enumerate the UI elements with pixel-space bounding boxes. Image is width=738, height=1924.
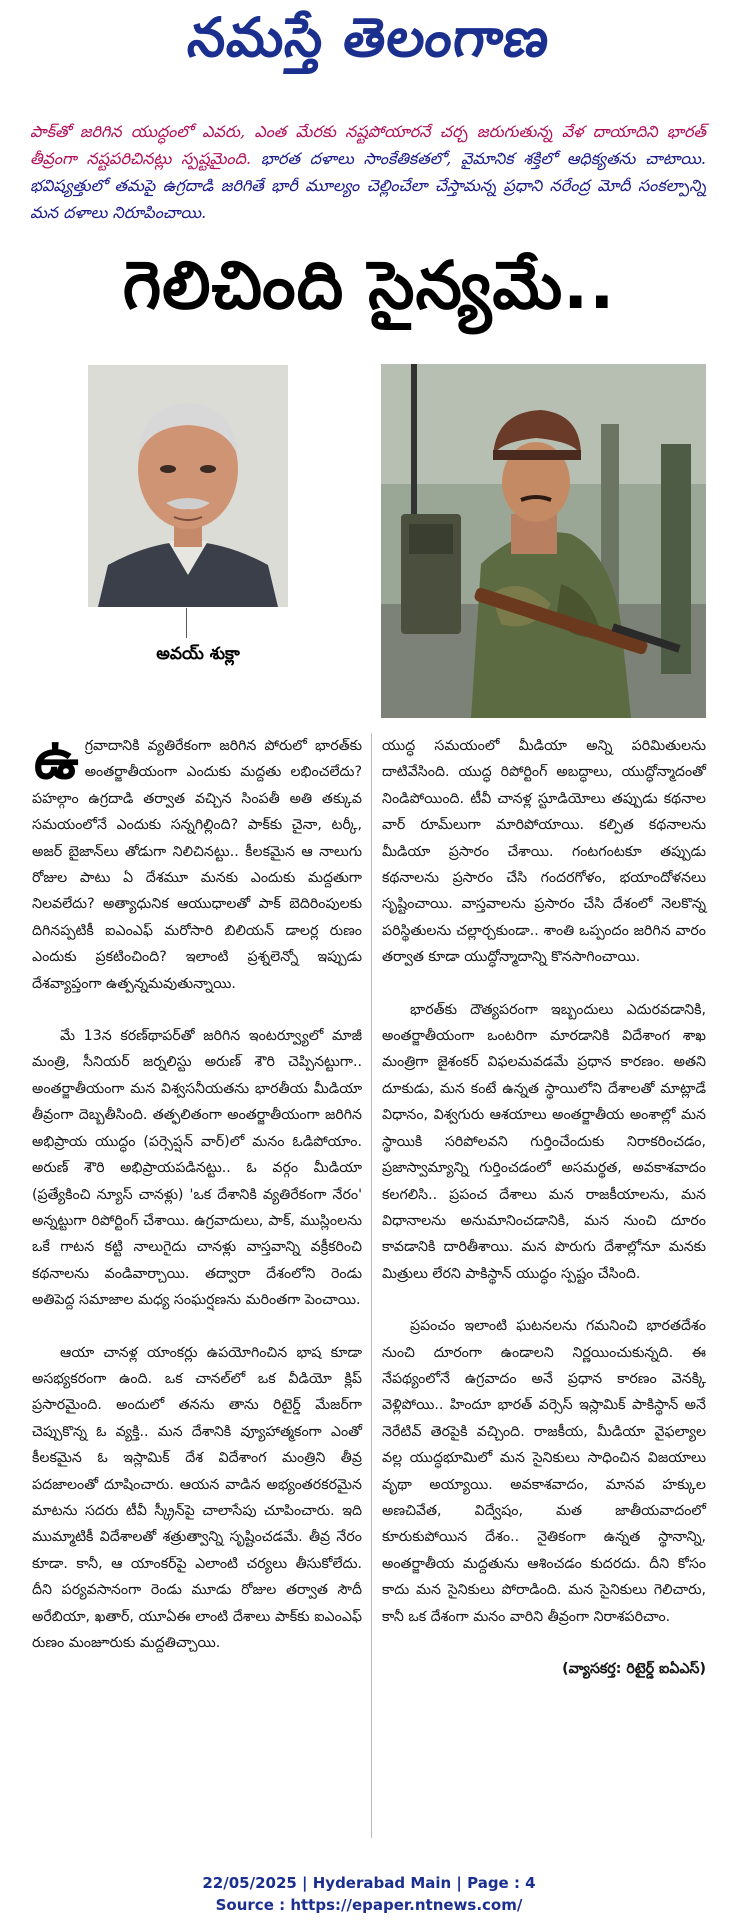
intro-lead: పాక్‌తో జరిగిన యుద్ధంలో ఎవరు, ఎంత మేరకు నష్టపోయారనే చర్చ జరుగుతున్న వేళ దాయాదిని భారత్ తీవ్రంగా నష్టపరిచినట్లు స్పష్టమైంది. [30,122,706,168]
article-paragraph: ప్రపంచం ఇలాంటి ఘటనలను గమనించి భారతదేశం నుంచి దూరంగా ఉండాలని నిర్ణయించుకున్నది. ఈ నేపథ్యంలోనే ఉగ్రవాదం అనే ప్రధాన కారణం వెనక్కి వెళ్లిపోయి.. హిందూ భారత్ వర్సెస్ ఇస్లామిక్ పాకిస్థాన్ అనే నెరేటివ్ తెరపైకి వచ్చింది. రాజకీయ, మీడియా వైఫల్యాల వల్ల యుద్ధభూమిలో మన సైనికులు సాధించిన విజయాలు వృథా అయ్యాయి. అవకాశవాదం, మానవ హక్కుల అణచివేత, విద్వేషం, మత జాతీయవాదంలో కూరుకుపోయిన దేశం.. నైతికంగా ఉన్నత స్థానాన్ని, అంతర్జాతీయ మద్దతును ఆశించడం కుదరదు. దీని కోసం కాదు మన సైనికులు పోరాడింది. మన సైనికులు గెలిచారు, కానీ ఒక దేశంగా మనం వారిని తీవ్రంగా నిరాశపరిచాం. [382,1318,706,1625]
portrait-caption: అవయ్ శుక్లా [156,644,240,664]
article-column-left [32,727,362,1682]
edition-info: 22/05/2025 | Hyderabad Main | Page : 4 [202,1874,536,1892]
source-link[interactable]: Source : https://epaper.ntnews.com/ [215,1896,523,1914]
article-paragraph: యుద్ధ సమయంలో మీడియా అన్ని పరిమితులను దాటివేసింది. యుద్ధ రిపోర్టింగ్ అబద్ధాలు, యుద్ధోన్మాదంతో నిండిపోయింది. టీవీ చానళ్ల స్టూడియోలు తప్పుడు కథనాల వార్ రూమ్‌లుగా మారిపోయాయి. కల్పిత కథనాలను మీడియా ప్రసారం చేశాయి. గంటగంటకూ తప్పుడు కథనాలను ప్రసారం చేసి గందరగోళం, భయాందోళనలు సృష్టించాయి. వాస్తవాలను ప్రసారం చేసి దేశంలో నెలకొన్న పరిస్థితులను చల్లార్చకుండా.. శాంతి ఒప్పందం జరిగిన వారం తర్వాత కూడా యుద్ధోన్మాదాన్ని కొనసాగించాయి. [382,738,706,966]
author-portrait-photo [88,365,288,607]
article-paragraph: ఆయా చానళ్ల యాంకర్లు ఉపయోగించిన భాష కూడా అసభ్యకరంగా ఉంది. ఒక చానల్‌లో ఒక వీడియో క్లిప్ ప్రసారమైంది. అందులో తనను తాను రిటైర్డ్ మేజర్‌గా చెప్పుకొన్న ఓ వ్యక్తి.. మన దేశానికి వ్యూహాత్మకంగా ఎంతో కీలకమైన ఓ ఇస్లామిక్ దేశ విదేశాంగ మంత్రిని తీవ్ర పదజాలంతో దూషించారు. ఆయన వాడిన అభ్యంతరకరమైన మాటను సదరు టీవీ స్క్రీన్‌పై చాలాసేపు చూపించారు. ఇది ముమ్మాటికీ విదేశాలతో శత్రుత్వాన్ని సృష్టించడమే. తీవ్ర నేరం కూడా. కానీ, ఆ యాంకర్‌పై ఎలాంటి చర్యలు తీసుకోలేదు. దీని పర్యవసానంగా రెండు మూడు రోజుల తర్వాత సౌదీ అరేబియా, ఖతార్, యూఏఈ లాంటి దేశాలు పాక్‌కు ఐఎంఎఫ్ రుణం మంజూరుకు మద్దతిచ్చాయి. [32,1344,362,1651]
article-column-right [382,733,706,1708]
masthead [0,6,738,76]
column-divider [371,733,372,1838]
dropcap: ఉ [34,727,79,792]
page-footer [0,1872,738,1916]
intro-rest: భారత దళాలు సాంకేతికతలో, వైమానిక శక్తిలో ఆధిక్యతను చాటాయి. భవిష్యత్తులో తమపై ఉగ్రదాడి జరిగితే భారీ మూల్యం చెల్లించేలా చేస్తామన్న ప్రధాని నరేంద్ర మోదీ సంకల్పాన్ని మన దళాలు నిరూపించాయి. [30,149,706,222]
intro-deck [30,118,706,226]
article-paragraph: మే 13న కరణ్‌థాపర్‌తో జరిగిన ఇంటర్వ్యూలో మాజీ మంత్రి, సీనియర్ జర్నలిస్టు అరుణ్ శౌరి చెప్పినట్టుగా.. అంతర్జాతీయంగా మన విశ్వసనీయతను భారతీయ మీడియా తీవ్రంగా దెబ్బతీసింది. తత్ఫలితంగా అంతర్జాతీయంగా జరిగిన అభిప్రాయ యుద్ధం (పర్సెప్షన్ వార్)లో మనం ఓడిపోయాం. అరుణ్ శౌరి అభిప్రాయపడినట్టు.. ఓ వర్గం మీడియా (ప్రత్యేకించి న్యూస్ చానళ్లు) 'ఒక దేశానికి వ్యతిరేకంగా నేరం' అన్నట్టుగా రిపోర్టింగ్ చేశాయి. ఉగ్రవాదులు, పాక్, ముస్లింలను ఒకే గాటన కట్టి నాలుగైదు చానళ్లు వాస్తవాన్ని వక్రీకరించి కథనాలను వండివార్చాయి. తద్వారా దేశంలోని రెండు అతిపెద్ద సమాజాల మధ్య సంఘర్షణను మరింతగా పెంచాయి. [32,1028,362,1309]
soldier-illustration [381,364,706,718]
soldier-photo [381,364,706,718]
author-byline: (వ్యాసకర్త: రిటైర్డ్ ఐఏఎస్) [562,1661,706,1677]
masthead-title: నమస్తే తెలంగాణ [184,6,554,69]
article-paragraph-text: గ్రవాదానికి వ్యతిరేకంగా జరిగిన పోరులో భారత్‌కు అంతర్జాతీయంగా ఎందుకు మద్దతు లభించలేదు? పహల్గాం ఉగ్రదాడి తర్వాత వచ్చిన సింపతీ అతి తక్కువ సమయంలోనే ఎందుకు సన్నగిల్లింది? పాక్‌కు చైనా, టర్కీ, అజర్ బైజాన్‌లు తోడుగా నిలిచినట్టు.. కీలకమైన ఆ నాలుగు రోజుల పాటు ఏ దేశమూ మనకు ఎందుకు మద్దతుగా నిలవలేదు? అత్యాధునిక ఆయుధాలతో పాక్ బెదిరింపులకు దిగినప్పటికీ ఐఎంఎఫ్ మరోసారి బిలియన్ డాలర్ల రుణం ఎందుకు ప్రకటించింది? ఇలాంటి ప్రశ్నలెన్నో ఇప్పుడు దేశవ్యాప్తంగా ఉత్పన్నమవుతున్నాయి. [32,738,362,992]
caption-connector [186,608,187,638]
author-portrait-illustration [88,365,288,607]
article-paragraph [32,727,362,997]
article-paragraph: భారత్‌కు దౌత్యపరంగా ఇబ్బందులు ఎదురవడానికి, అంతర్జాతీయంగా ఒంటరిగా మారడానికి విదేశాంగ శాఖ మంత్రిగా జైశంకర్ విఫలమవడమే ప్రధాన కారణం. అతని దూకుడు, మన కంటే ఉన్నత స్థాయిలోని దేశాలతో మాట్లాడే విధానం, విశ్వగురు ఆశయాలు అంతర్జాతీయ అంశాల్లో మన స్థాయికి సరిపోలవని గుర్తించేందుకు నిరాకరించడం, ప్రజాస్వామ్యాన్ని గుర్తించడంలో అసమర్థత, అవకాశవాదం కలగలిసి.. ప్రపంచ దేశాలు మన రాజకీయాలను, మన విధానాలను అనుమానించడానికి, మన నుంచి దూరం కావడానికి దారితీశాయి. మన పొరుగు దేశాల్లోనూ మనకు మిత్రులు లేరని పాకిస్థాన్ యుద్ధం స్పష్టం చేసింది. [382,1001,706,1282]
headline: గెలిచింది సైన్యమే.. [122,247,616,324]
